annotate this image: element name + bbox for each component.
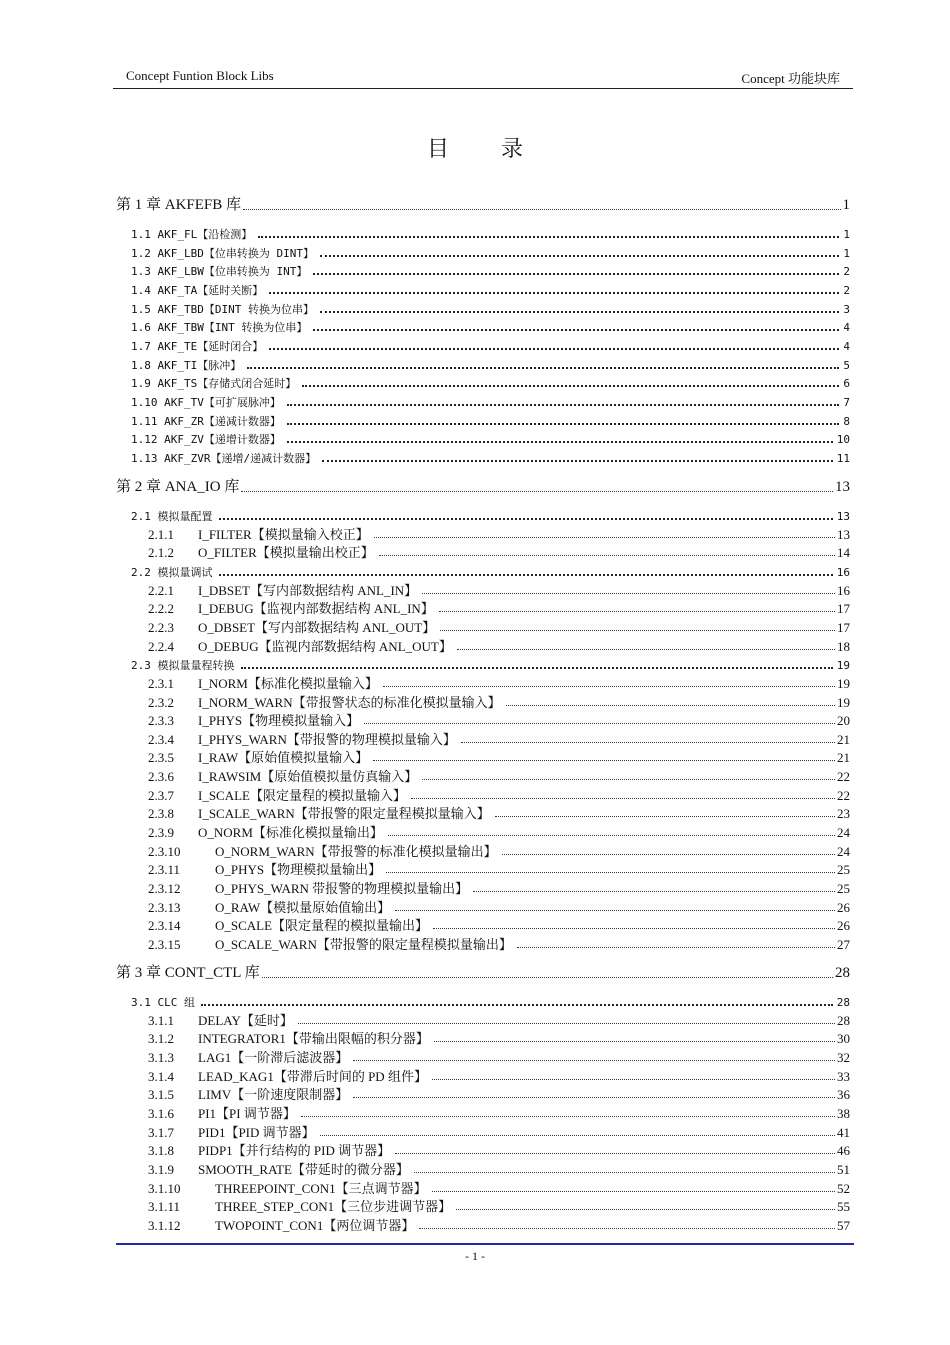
toc-dot-leader bbox=[383, 686, 835, 687]
toc-entry-title: 1.12 AKF_ZV【递增计数器】 bbox=[131, 433, 281, 447]
toc-section-entry[interactable] bbox=[116, 390, 850, 408]
toc-entry-page: 2 bbox=[843, 283, 850, 297]
toc-dot-leader bbox=[364, 723, 835, 724]
toc-dot-leader bbox=[353, 1060, 835, 1061]
toc-entry-page: 27 bbox=[837, 936, 850, 952]
toc-entry-title: I_DEBUG【监视内部数据结构 ANL_IN】 bbox=[198, 601, 434, 617]
toc-entry-number: 3.1.7 bbox=[148, 1124, 174, 1140]
toc-entry-page: 24 bbox=[837, 825, 850, 841]
toc-entry-number: 2.2.4 bbox=[148, 638, 174, 654]
toc-entry-number: 2.1.1 bbox=[148, 526, 174, 542]
toc-entry-number: 2.1.2 bbox=[148, 545, 174, 561]
toc-subsection-entry[interactable] bbox=[116, 1139, 850, 1157]
toc-entry-title: 第 3 章 CONT_CTL 库 bbox=[116, 965, 260, 981]
toc-subsection-entry[interactable] bbox=[116, 1158, 850, 1176]
toc-subsection-entry[interactable] bbox=[116, 1102, 850, 1120]
toc-section-entry[interactable] bbox=[116, 990, 850, 1008]
toc-entry-number: 2.3.6 bbox=[148, 769, 174, 785]
toc-section-entry[interactable] bbox=[116, 371, 850, 389]
toc-entry-page: 28 bbox=[836, 996, 850, 1009]
toc-entry-page: 10 bbox=[836, 433, 850, 447]
toc-chapter-entry[interactable] bbox=[116, 475, 850, 495]
toc-dot-leader bbox=[422, 779, 835, 780]
toc-dot-leader bbox=[502, 854, 835, 855]
toc-entry-page: 41 bbox=[837, 1124, 850, 1140]
toc-entry-title: 2.1 模拟量配置 bbox=[131, 510, 213, 523]
toc-entry-title: 1.11 AKF_ZR【递减计数器】 bbox=[131, 414, 281, 428]
toc-subsection-entry[interactable] bbox=[116, 933, 850, 951]
toc-entry-page: 6 bbox=[843, 377, 850, 391]
toc-entry-page: 22 bbox=[837, 787, 850, 803]
toc-dot-leader bbox=[269, 292, 839, 294]
toc-subsection-entry[interactable] bbox=[116, 1121, 850, 1139]
toc-entry-page: 36 bbox=[837, 1087, 850, 1103]
toc-subsection-entry[interactable] bbox=[116, 1177, 850, 1195]
toc-subsection-entry[interactable] bbox=[116, 672, 850, 690]
toc-entry-number: 2.3.13 bbox=[148, 899, 181, 915]
toc-dot-leader bbox=[298, 1023, 835, 1024]
toc-entry-number: 3.1.2 bbox=[148, 1031, 174, 1047]
toc-entry-page: 22 bbox=[837, 769, 850, 785]
toc-entry-number: 2.3.12 bbox=[148, 881, 181, 896]
toc-entry-page: 3 bbox=[843, 302, 850, 316]
toc-entry-page: 14 bbox=[837, 545, 850, 561]
toc-dot-leader bbox=[241, 491, 833, 492]
toc-section-entry[interactable] bbox=[116, 297, 850, 315]
toc-dot-leader bbox=[386, 872, 835, 873]
toc-dot-leader bbox=[419, 1228, 835, 1229]
toc-subsection-entry[interactable] bbox=[116, 1195, 850, 1213]
toc-dot-leader bbox=[302, 385, 839, 387]
toc-entry-title: O_PHYS【物理模拟量输出】 bbox=[215, 862, 382, 878]
toc-entry-title: 2.2 模拟量调试 bbox=[131, 565, 213, 579]
toc-entry-title: 1.4 AKF_TA【延时关断】 bbox=[131, 283, 264, 297]
toc-entry-number: 2.3.3 bbox=[148, 713, 174, 729]
toc-subsection-entry[interactable] bbox=[116, 1214, 850, 1232]
toc-subsection-entry[interactable] bbox=[116, 896, 850, 914]
toc-dot-leader bbox=[201, 1004, 833, 1006]
toc-entry-title: 1.13 AKF_ZVR【递增/递减计数器】 bbox=[131, 451, 317, 465]
toc-section-entry[interactable] bbox=[116, 560, 850, 578]
toc-entry-number: 3.1.6 bbox=[148, 1105, 174, 1121]
toc-entry-title: TWOPOINT_CON1【两位调节器】 bbox=[215, 1217, 415, 1233]
toc-entry-page: 26 bbox=[837, 918, 850, 934]
toc-dot-leader bbox=[320, 1135, 835, 1136]
toc-entry-title: PIDP1【并行结构的 PID 调节器】 bbox=[198, 1143, 391, 1159]
toc-entry-title: I_PHYS【物理模拟量输入】 bbox=[198, 713, 360, 729]
toc-entry-page: 57 bbox=[837, 1217, 850, 1233]
toc-dot-leader bbox=[457, 649, 835, 650]
toc-entry-title: O_FILTER【模拟量输出校正】 bbox=[198, 545, 374, 561]
toc-entry-number: 2.2.2 bbox=[148, 601, 174, 617]
toc-dot-leader bbox=[322, 460, 833, 462]
toc-entry-page: 8 bbox=[843, 414, 850, 428]
toc-entry-title: O_DBSET【写内部数据结构 ANL_OUT】 bbox=[198, 619, 436, 635]
toc-entry-page: 32 bbox=[837, 1049, 850, 1065]
toc-entry-title: 1.7 AKF_TE【延时闭合】 bbox=[131, 339, 264, 353]
toc-entry-title: THREEPOINT_CON1【三点调节器】 bbox=[215, 1180, 427, 1196]
toc-entry-number: 2.3.9 bbox=[148, 825, 174, 841]
toc-entry-number: 3.1.12 bbox=[148, 1217, 181, 1233]
toc-entry-title: O_PHYS_WARN 带报警的物理模拟量输出】 bbox=[215, 881, 469, 896]
toc-entry-title: I_SCALE_WARN【带报警的限定量程模拟量输入】 bbox=[198, 806, 490, 822]
toc-subsection-entry[interactable] bbox=[116, 523, 850, 541]
toc-entry-page: 25 bbox=[837, 862, 850, 878]
toc-entry-page: 1 bbox=[843, 246, 850, 260]
toc-entry-number: 2.3.14 bbox=[148, 918, 181, 934]
toc-entry-page: 1 bbox=[843, 228, 850, 241]
toc-entry-page: 24 bbox=[837, 843, 850, 859]
toc-subsection-entry[interactable] bbox=[116, 709, 850, 727]
toc-dot-leader bbox=[247, 367, 839, 369]
toc-entry-title: 1.8 AKF_TI【脉冲】 bbox=[131, 358, 242, 372]
toc-dot-leader bbox=[434, 1041, 835, 1042]
toc-entry-title: PID1【PID 调节器】 bbox=[198, 1124, 315, 1140]
toc-entry-page: 23 bbox=[837, 806, 850, 822]
toc-entry-page: 13 bbox=[837, 526, 850, 542]
toc-entry-title: SMOOTH_RATE【带延时的微分器】 bbox=[198, 1161, 409, 1177]
toc-entry-title: O_RAW【模拟量原始值输出】 bbox=[215, 899, 391, 915]
toc-subsection-entry[interactable] bbox=[116, 840, 850, 858]
toc-dot-leader bbox=[461, 742, 835, 743]
toc-dot-leader bbox=[379, 555, 835, 556]
toc-dot-leader bbox=[287, 441, 833, 443]
toc-entry-number: 2.3.10 bbox=[148, 843, 181, 859]
toc-dot-leader bbox=[269, 348, 839, 350]
toc-entry-page: 38 bbox=[837, 1105, 850, 1121]
toc-subsection-entry[interactable] bbox=[116, 821, 850, 839]
toc-subsection-entry[interactable] bbox=[116, 616, 850, 634]
footer-divider bbox=[116, 1243, 854, 1245]
toc-entry-title: O_NORM_WARN【带报警的标准化模拟量输出】 bbox=[215, 843, 497, 859]
toc-entry-page: 28 bbox=[837, 1012, 850, 1028]
toc-dot-leader bbox=[219, 518, 833, 520]
toc-entry-number: 3.1.8 bbox=[148, 1143, 174, 1159]
toc-subsection-entry[interactable] bbox=[116, 1065, 850, 1083]
toc-subsection-entry[interactable] bbox=[116, 784, 850, 802]
toc-entry-page: 13 bbox=[835, 479, 850, 495]
toc-entry-page: 5 bbox=[843, 358, 850, 372]
toc-dot-leader bbox=[258, 236, 839, 238]
toc-entry-title: 2.3 模拟量量程转换 bbox=[131, 659, 235, 673]
toc-section-entry[interactable] bbox=[116, 504, 850, 522]
toc-entry-title: I_FILTER【模拟量输入校正】 bbox=[198, 526, 369, 542]
toc-chapter-entry[interactable] bbox=[116, 193, 850, 213]
toc-dot-leader bbox=[320, 311, 839, 313]
toc-section-entry[interactable] bbox=[116, 653, 850, 671]
toc-entry-page: 26 bbox=[837, 899, 850, 915]
toc-dot-leader bbox=[506, 705, 835, 706]
toc-entry-title: 第 1 章 AKFEFB 库 bbox=[116, 197, 242, 213]
toc-dot-leader bbox=[313, 329, 839, 331]
toc-entry-title: LIMV【一阶速度限制器】 bbox=[198, 1087, 349, 1103]
toc-subsection-entry[interactable] bbox=[116, 635, 850, 653]
page-header bbox=[113, 66, 853, 89]
toc-subsection-entry[interactable] bbox=[116, 728, 850, 746]
toc-entry-page: 21 bbox=[837, 731, 850, 747]
toc-dot-leader bbox=[495, 816, 835, 817]
toc-entry-title: 1.1 AKF_FL【沿检测】 bbox=[131, 228, 253, 241]
toc-dot-leader bbox=[456, 1209, 835, 1210]
toc-entry-page: 18 bbox=[837, 638, 850, 654]
toc-entry-title: O_SCALE【限定量程的模拟量输出】 bbox=[215, 918, 429, 934]
toc-dot-leader bbox=[374, 537, 835, 538]
toc-entry-page: 16 bbox=[837, 582, 850, 598]
toc-section-entry[interactable] bbox=[116, 222, 850, 240]
toc-entry-title: I_RAWSIM【原始值模拟量仿真输入】 bbox=[198, 769, 418, 785]
toc-entry-number: 3.1.4 bbox=[148, 1068, 174, 1084]
toc-dot-leader bbox=[433, 928, 835, 929]
toc-entry-page: 52 bbox=[837, 1180, 850, 1196]
toc-section-entry[interactable] bbox=[116, 409, 850, 427]
toc-dot-leader bbox=[432, 1191, 835, 1192]
toc-entry-page: 13 bbox=[836, 510, 850, 523]
toc-entry-title: LEAD_KAG1【带滞后时间的 PD 组件】 bbox=[198, 1068, 427, 1084]
toc-section-entry[interactable] bbox=[116, 278, 850, 296]
toc-entry-page: 30 bbox=[837, 1031, 850, 1047]
toc-entry-title: O_DEBUG【监视内部数据结构 ANL_OUT】 bbox=[198, 638, 452, 654]
toc-section-entry[interactable] bbox=[116, 315, 850, 333]
toc-subsection-entry[interactable] bbox=[116, 765, 850, 783]
toc-entry-page: 2 bbox=[843, 265, 850, 279]
toc-entry-title: LAG1【一阶滞后滤波器】 bbox=[198, 1049, 349, 1065]
toc-section-entry[interactable] bbox=[116, 259, 850, 277]
toc-entry-page: 19 bbox=[836, 659, 850, 673]
toc-dot-leader bbox=[373, 760, 835, 761]
toc-entry-page: 25 bbox=[837, 881, 850, 896]
toc-entry-title: I_NORM【标准化模拟量输入】 bbox=[198, 675, 378, 691]
toc-entry-page: 17 bbox=[837, 619, 850, 635]
toc-entry-title: I_RAW【原始值模拟量输入】 bbox=[198, 750, 369, 766]
toc-dot-leader bbox=[395, 910, 835, 911]
toc-subsection-entry[interactable] bbox=[116, 1009, 850, 1027]
toc-dot-leader bbox=[440, 630, 835, 631]
toc-entry-number: 3.1.11 bbox=[148, 1199, 181, 1215]
toc-entry-number: 2.3.15 bbox=[148, 936, 181, 952]
toc-entry-title: I_SCALE【限定量程的模拟量输入】 bbox=[198, 787, 407, 803]
toc-subsection-entry[interactable] bbox=[116, 858, 850, 876]
toc-entry-page: 33 bbox=[837, 1068, 850, 1084]
toc-entry-page: 4 bbox=[843, 321, 850, 335]
toc-entry-title: 1.6 AKF_TBW【INT 转换为位串】 bbox=[131, 321, 308, 335]
toc-entry-title: I_PHYS_WARN【带报警的物理模拟量输入】 bbox=[198, 731, 456, 747]
toc-entry-page: 11 bbox=[836, 451, 850, 465]
toc-entry-number: 2.2.3 bbox=[148, 619, 174, 635]
toc-chapter-entry[interactable] bbox=[116, 961, 850, 981]
toc-dot-leader bbox=[388, 835, 835, 836]
toc-entry-title: DELAY【延时】 bbox=[198, 1012, 293, 1028]
toc-subsection-entry[interactable] bbox=[116, 1027, 850, 1045]
page-number: - 1 - bbox=[465, 1249, 485, 1263]
toc-subsection-entry[interactable] bbox=[116, 691, 850, 709]
toc-entry-number: 3.1.1 bbox=[148, 1012, 174, 1028]
toc-entry-page: 55 bbox=[837, 1199, 850, 1215]
toc-section-entry[interactable] bbox=[116, 427, 850, 445]
toc-entry-title: 1.5 AKF_TBD【DINT 转换为位串】 bbox=[131, 302, 314, 316]
toc-subsection-entry[interactable] bbox=[116, 579, 850, 597]
toc-entry-title: I_DBSET【写内部数据结构 ANL_IN】 bbox=[198, 582, 418, 598]
toc-dot-leader bbox=[353, 1097, 835, 1098]
toc-entry-number: 3.1.3 bbox=[148, 1049, 174, 1065]
toc-entry-number: 2.3.4 bbox=[148, 731, 174, 747]
toc-entry-title: O_SCALE_WARN【带报警的限定量程模拟量输出】 bbox=[215, 936, 512, 952]
toc-entry-number: 2.2.1 bbox=[148, 582, 174, 598]
toc-entry-title: 3.1 CLC 组 bbox=[131, 996, 195, 1009]
toc-entry-page: 7 bbox=[843, 395, 850, 409]
toc-dot-leader bbox=[301, 1116, 835, 1117]
toc-entry-page: 19 bbox=[837, 694, 850, 710]
toc-entry-number: 3.1.10 bbox=[148, 1180, 181, 1196]
toc-entry-title: INTEGRATOR1【带输出限幅的积分器】 bbox=[198, 1031, 429, 1047]
toc-dot-leader bbox=[219, 574, 833, 576]
toc-subsection-entry[interactable] bbox=[116, 914, 850, 932]
toc-section-entry[interactable] bbox=[116, 353, 850, 371]
toc-entry-number: 3.1.9 bbox=[148, 1161, 174, 1177]
header-doc-subtitle: Concept 功能块库 bbox=[741, 71, 840, 86]
toc-section-entry[interactable] bbox=[116, 446, 850, 464]
toc-entry-title: 1.3 AKF_LBW【位串转换为 INT】 bbox=[131, 265, 308, 279]
toc-dot-leader bbox=[422, 593, 835, 594]
toc-dot-leader bbox=[320, 255, 839, 257]
toc-entry-page: 19 bbox=[837, 675, 850, 691]
toc-entry-title: 1.2 AKF_LBD【位串转换为 DINT】 bbox=[131, 246, 314, 260]
toc-entry-number: 2.3.8 bbox=[148, 806, 174, 822]
toc-section-entry[interactable] bbox=[116, 334, 850, 352]
toc-entry-title: PI1【PI 调节器】 bbox=[198, 1105, 296, 1121]
toc-dot-leader bbox=[243, 209, 840, 210]
toc-entry-page: 17 bbox=[837, 601, 850, 617]
toc-dot-leader bbox=[287, 404, 840, 406]
toc-entry-title: 第 2 章 ANA_IO 库 bbox=[116, 479, 240, 495]
toc-entry-title: I_NORM_WARN【带报警状态的标准化模拟量输入】 bbox=[198, 694, 501, 710]
toc-entry-page: 28 bbox=[835, 965, 850, 981]
toc-dot-leader bbox=[414, 1172, 835, 1173]
toc-entry-page: 20 bbox=[837, 713, 850, 729]
toc-subsection-entry[interactable] bbox=[116, 877, 850, 895]
toc-subsection-entry[interactable] bbox=[116, 597, 850, 615]
toc-dot-leader bbox=[287, 423, 840, 425]
toc-dot-leader bbox=[395, 1153, 835, 1154]
toc-entry-page: 21 bbox=[837, 750, 850, 766]
toc-entry-number: 2.3.2 bbox=[148, 694, 174, 710]
toc-entry-page: 46 bbox=[837, 1143, 850, 1159]
toc-subsection-entry[interactable] bbox=[116, 802, 850, 820]
toc-entry-title: 1.9 AKF_TS【存储式闭合延时】 bbox=[131, 377, 297, 391]
toc-entry-page: 16 bbox=[836, 565, 850, 579]
toc-dot-leader bbox=[439, 611, 835, 612]
toc-entry-title: 1.10 AKF_TV【可扩展脉冲】 bbox=[131, 395, 281, 409]
toc-entry-number: 2.3.5 bbox=[148, 750, 174, 766]
toc-entry-number: 2.3.11 bbox=[148, 862, 181, 878]
toc-entry-page: 4 bbox=[843, 339, 850, 353]
toc-section-entry[interactable] bbox=[116, 241, 850, 259]
header-doc-title: Concept Funtion Block Libs bbox=[126, 68, 274, 83]
toc-entry-page: 1 bbox=[842, 197, 850, 213]
toc-entry-number: 3.1.5 bbox=[148, 1087, 174, 1103]
toc-dot-leader bbox=[411, 798, 835, 799]
toc-subsection-entry[interactable] bbox=[116, 541, 850, 559]
toc-subsection-entry[interactable] bbox=[116, 1046, 850, 1064]
toc-entry-title: THREE_STEP_CON1【三位步进调节器】 bbox=[215, 1199, 452, 1215]
toc-dot-leader bbox=[313, 273, 839, 275]
toc-entry-number: 2.3.7 bbox=[148, 787, 174, 803]
toc-subsection-entry[interactable] bbox=[116, 746, 850, 764]
toc-dot-leader bbox=[473, 891, 835, 892]
toc-entry-title: O_NORM【标准化模拟量输出】 bbox=[198, 825, 383, 841]
toc-subsection-entry[interactable] bbox=[116, 1083, 850, 1101]
toc-entry-page: 51 bbox=[837, 1161, 850, 1177]
toc-entry-number: 2.3.1 bbox=[148, 675, 174, 691]
toc-dot-leader bbox=[241, 667, 833, 669]
toc-dot-leader bbox=[432, 1079, 835, 1080]
toc-title: 目录 bbox=[426, 136, 575, 161]
toc-dot-leader bbox=[262, 977, 833, 978]
toc-dot-leader bbox=[517, 947, 835, 948]
